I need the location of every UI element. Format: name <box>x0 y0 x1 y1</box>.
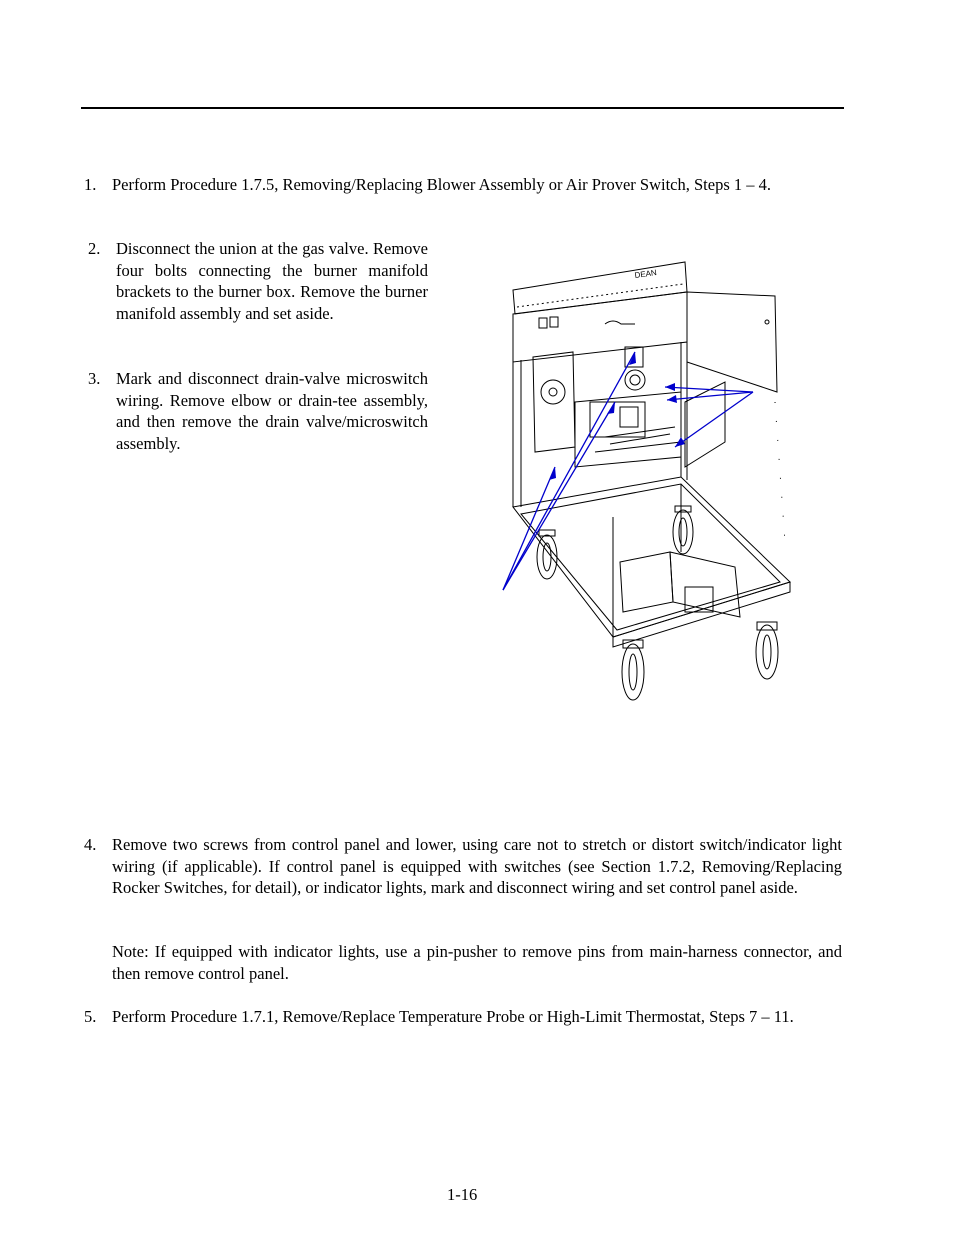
caster-left-rear <box>673 510 693 554</box>
gas-valve-union <box>625 370 645 390</box>
caster-left-front <box>537 535 557 579</box>
top-panel <box>513 262 687 314</box>
step-2-number: 2. <box>88 239 101 258</box>
step-4-text: Remove two screws from control panel and lower, using care not to stretch or distort switch/indicator light wiring (if applicable). If control panel is equipped with switches (see Section 1.7.2, Removing/Replacing Rocker Switches, for detail), or indicator lights, mark and disconnect wiring and set control panel aside. <box>112 835 842 897</box>
page-number: 1-16 <box>447 1185 478 1204</box>
step-2-text: Disconnect the union at the gas valve. Remove four bolts connecting the burner manifold brackets to the burner box. Remove the burner manifold assembly and set aside. <box>116 239 428 323</box>
step-3-number: 3. <box>88 369 101 388</box>
caster-rear-right <box>756 625 778 679</box>
fryer-cabinet-illustration <box>495 252 795 707</box>
step-3-text: Mark and disconnect drain-valve microswitch wiring. Remove elbow or drain-tee assembly, and then remove the drain valve/microswitch assembly. <box>116 369 428 453</box>
step-5-text: Perform Procedure 1.7.1, Remove/Replace Temperature Probe or High-Limit Thermostat, Steps 7 – 11. <box>112 1007 794 1026</box>
right-side-panel <box>687 292 777 392</box>
step-4-note: Note: If equipped with indicator lights, use a pin-pusher to remove pins from main-harness connector, and then remove control panel. <box>112 942 842 983</box>
caster-front-right <box>622 644 644 700</box>
header-rule <box>81 107 844 109</box>
step-4-number: 4. <box>84 835 97 854</box>
brand-label: DEAN <box>634 267 658 280</box>
base-frame <box>513 477 790 637</box>
step-5-number: 5. <box>84 1007 97 1026</box>
step-1-number: 1. <box>84 175 97 194</box>
burner-box <box>575 392 681 467</box>
thermostat-box <box>533 352 575 452</box>
step-1-text: Perform Procedure 1.7.5, Removing/Replacing Blower Assembly or Air Prover Switch, Steps 1 – 4. <box>112 175 772 194</box>
